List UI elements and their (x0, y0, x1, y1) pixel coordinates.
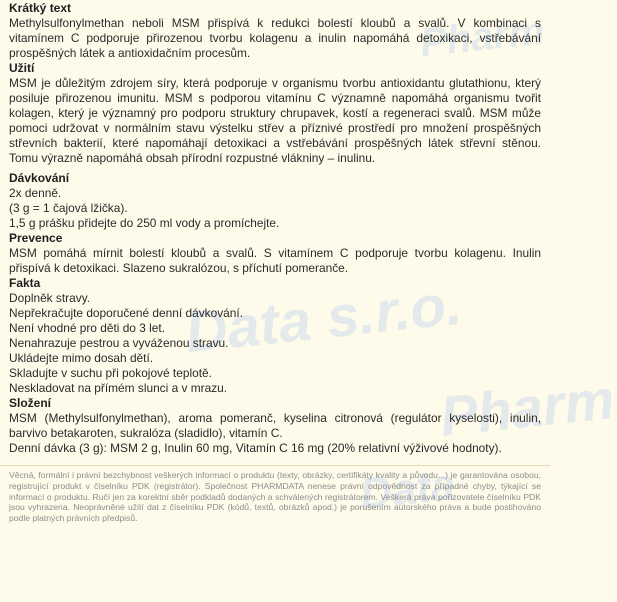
section-text: MSM je důležitým zdrojem síry, která podporuje v organismu tvorbu antioxidantu glutathionu, který posiluje přirozenou imunitu. MSM s podporou vitamínu C významně napomáhá organismu tvořit kolagen, který je významný pro podporu struktury chrupavek, kostí a regeneraci svalů. MSM může pomoci udržovat v normálním stavu výstelku střev a příznivé prostředí pro množení prospěšných střevních bakterií, které napomáhají detoxikaci a vstřebávání prospěšných látek střevní stěnou. Tomu výrazně napomáhá obsah přírodní rozpustné vlákniny – inulinu. (9, 76, 541, 166)
section-prevence (9, 231, 541, 276)
disclaimer: Věcná, formální i právní bezchybnost veškerých informací o produktu (texty, obrázky, certifikáty kvality a původu...) je garantována osobou, registrující produkt v číselníku PDK (registrátor). Společnost PHARMDATA nenese právní odpovědnost za případné chyby, týkající se informací o produktu. Ručí jen za korektní sběr podkladů dodaných a schválených registrátorem. Veškerá práva pořizovatele číselníku PDK jsou vyhrazena. Neoprávněné užití dat z číselníku PDK (kódů, textů, obrázků apod.) je porušením autorského práva a bude postihováno podle platných právních předpisů. (0, 465, 550, 523)
section-text: MSM (Methylsulfonylmethan), aroma pomeranč, kyselina citronová (regulátor kyselosti), inulin, barvivo betakaroten, sukralóza (sladidlo), vitamín C. (9, 411, 541, 441)
section-text: MSM pomáhá mírnit bolestí kloubů a svalů. S vitamínem C podporuje tvorbu kolagenu. Inulin přispívá k detoxikaci. Slazeno sukralózou, s příchutí pomeranče. (9, 245, 541, 275)
section-heading: Fakta (9, 275, 41, 290)
section-text: Denní dávka (3 g): MSM 2 g, Inulin 60 mg, Vitamín C 16 mg (20% relativní výživové hodnoty). (9, 441, 502, 456)
list-item: (3 g = 1 čajová lžička). (9, 200, 128, 215)
section-davkovani (9, 171, 541, 231)
section-text: Methylsulfonylmethan neboli MSM přispívá k redukci bolestí kloubů a svalů. V kombinaci s vitamínem C podporuje přirozenou tvorbu kolagenu a inulin napomáhá detoxikaci, vstřebávání prospěšných látek a antioxidačním procesům. (9, 16, 541, 61)
list-item: 1,5 g prášku přidejte do 250 ml vody a promíchejte. (9, 215, 280, 230)
list-item: Nepřekračujte doporučené denní dávkování. (9, 305, 244, 320)
section-heading: Prevence (9, 230, 63, 245)
list-item: Skladujte v suchu při pokojové teplotě. (9, 366, 212, 381)
section-fakta (9, 276, 541, 396)
list-item: Doplněk stravy. (9, 290, 91, 305)
section-slozeni (9, 396, 541, 456)
section-heading: Složení (9, 396, 52, 411)
section-uziti (9, 61, 541, 166)
section-heading: Užití (9, 61, 35, 76)
watermark-text: Data s.r.o. (182, 271, 465, 366)
watermark-logo: Data (357, 460, 458, 519)
list-item: Nenahrazuje pestrou a vyváženou stravu. (9, 336, 229, 351)
list-item: Ukládejte mimo dosah dětí. (9, 351, 154, 366)
section-heading: Krátký text (9, 1, 72, 15)
list-item: Není vhodné pro děti do 3 let. (9, 320, 166, 335)
section-heading: Dávkování (9, 170, 70, 185)
watermark-logo: Pharm (417, 8, 547, 66)
list-item: 2x denně. (9, 185, 62, 200)
list-item: Neskladovat na přímém slunci a v mrazu. (9, 381, 228, 396)
section-kratky-text (9, 1, 541, 61)
watermark-logo: Pharm (437, 367, 617, 448)
